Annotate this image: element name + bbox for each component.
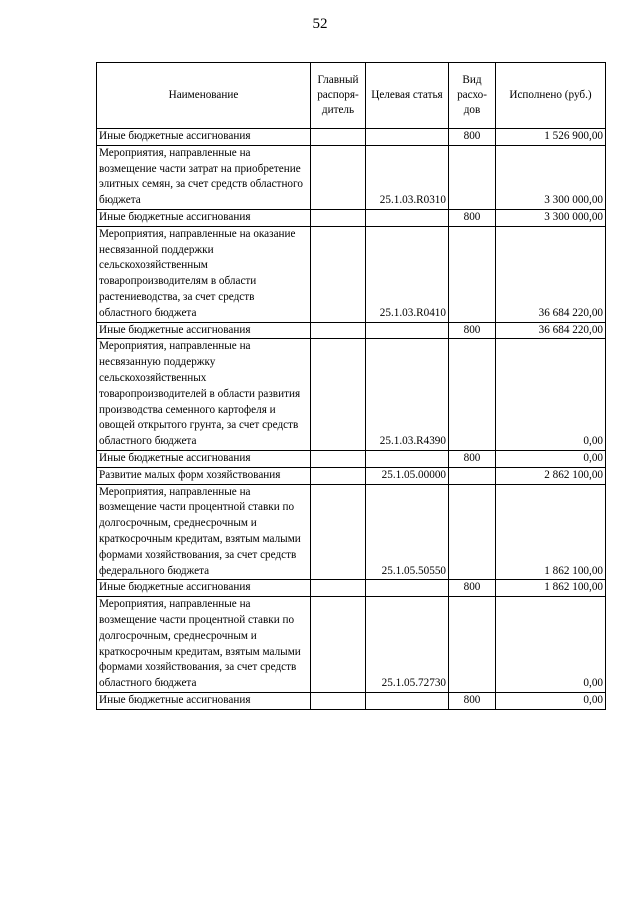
cell-manager — [311, 484, 366, 580]
cell-manager — [311, 129, 366, 146]
header-article: Целевая статья — [366, 63, 449, 129]
cell-article — [366, 580, 449, 597]
table-row — [97, 484, 606, 580]
cell-article: 25.1.03.R0410 — [366, 226, 449, 322]
cell-name: Иные бюджетные ассигнования — [97, 209, 311, 226]
cell-type: 800 — [449, 129, 496, 146]
table-row — [97, 226, 606, 322]
header-name: Наименование — [97, 63, 311, 129]
table-row — [97, 597, 606, 693]
cell-manager — [311, 450, 366, 467]
table-row — [97, 692, 606, 709]
cell-type: 800 — [449, 580, 496, 597]
page-number: 52 — [312, 16, 328, 32]
cell-amount: 0,00 — [496, 339, 606, 451]
cell-amount: 0,00 — [496, 692, 606, 709]
cell-type: 800 — [449, 322, 496, 339]
cell-type: 800 — [449, 692, 496, 709]
cell-article: 25.1.05.00000 — [366, 467, 449, 484]
table-row — [97, 322, 606, 339]
cell-manager — [311, 226, 366, 322]
cell-type — [449, 339, 496, 451]
cell-name: Иные бюджетные ассигнования — [97, 322, 311, 339]
cell-manager — [311, 145, 366, 209]
cell-manager — [311, 467, 366, 484]
table-header-row — [97, 63, 606, 129]
cell-article — [366, 692, 449, 709]
cell-type — [449, 484, 496, 580]
cell-manager — [311, 597, 366, 693]
cell-amount: 1 862 100,00 — [496, 484, 606, 580]
cell-name: Мероприятия, направленные на возмещение части процентной ставки по долгосрочным, среднесрочным и краткосрочным кредитам, взятым малыми формами хозяйствования, за счет средств областного бюджета — [97, 597, 311, 693]
cell-type — [449, 597, 496, 693]
cell-name: Иные бюджетные ассигнования — [97, 450, 311, 467]
table-row — [97, 209, 606, 226]
cell-manager — [311, 580, 366, 597]
table-row — [97, 580, 606, 597]
cell-name: Мероприятия, направленные на возмещение части процентной ставки по долгосрочным, среднесрочным и краткосрочным кредитам, взятым малыми формами хозяйствования, за счет средств федерального бюджета — [97, 484, 311, 580]
cell-name: Иные бюджетные ассигнования — [97, 129, 311, 146]
cell-type: 800 — [449, 450, 496, 467]
cell-article: 25.1.03.R4390 — [366, 339, 449, 451]
cell-amount: 3 300 000,00 — [496, 209, 606, 226]
cell-amount: 36 684 220,00 — [496, 322, 606, 339]
table-row — [97, 129, 606, 146]
cell-amount: 0,00 — [496, 597, 606, 693]
cell-article: 25.1.03.R0310 — [366, 145, 449, 209]
cell-article: 25.1.05.72730 — [366, 597, 449, 693]
header-amount: Исполнено (руб.) — [496, 63, 606, 129]
cell-name: Мероприятия, направленные на возмещение части затрат на приобретение элитных семян, за счет средств областного бюджета — [97, 145, 311, 209]
cell-name: Иные бюджетные ассигнования — [97, 580, 311, 597]
table-row — [97, 339, 606, 451]
cell-amount: 2 862 100,00 — [496, 467, 606, 484]
cell-type: 800 — [449, 209, 496, 226]
cell-amount: 1 862 100,00 — [496, 580, 606, 597]
cell-manager — [311, 209, 366, 226]
cell-manager — [311, 692, 366, 709]
cell-amount: 1 526 900,00 — [496, 129, 606, 146]
cell-article: 25.1.05.50550 — [366, 484, 449, 580]
cell-article — [366, 322, 449, 339]
cell-name: Иные бюджетные ассигнования — [97, 692, 311, 709]
cell-name: Мероприятия, направленные на оказание несвязанной поддержки сельскохозяйственным товаропроизводителям в области растениеводства, за счет средств областного бюджета — [97, 226, 311, 322]
cell-type — [449, 226, 496, 322]
table-row — [97, 450, 606, 467]
cell-amount: 36 684 220,00 — [496, 226, 606, 322]
cell-amount: 3 300 000,00 — [496, 145, 606, 209]
cell-type — [449, 467, 496, 484]
cell-article — [366, 209, 449, 226]
cell-name: Развитие малых форм хозяйствования — [97, 467, 311, 484]
cell-amount: 0,00 — [496, 450, 606, 467]
cell-article — [366, 129, 449, 146]
budget-table — [96, 62, 606, 710]
table-body — [97, 129, 606, 710]
cell-type — [449, 145, 496, 209]
header-manager: Главный распоря-дитель — [311, 63, 366, 129]
cell-manager — [311, 339, 366, 451]
cell-manager — [311, 322, 366, 339]
cell-name: Мероприятия, направленные на несвязанную поддержку сельскохозяйственных товаропроизводителей в области развития производства семенного картофеля и овощей открытого грунта, за счет средств областного бюджета — [97, 339, 311, 451]
header-type: Вид расхо-дов — [449, 63, 496, 129]
table-row — [97, 145, 606, 209]
cell-article — [366, 450, 449, 467]
table-row — [97, 467, 606, 484]
